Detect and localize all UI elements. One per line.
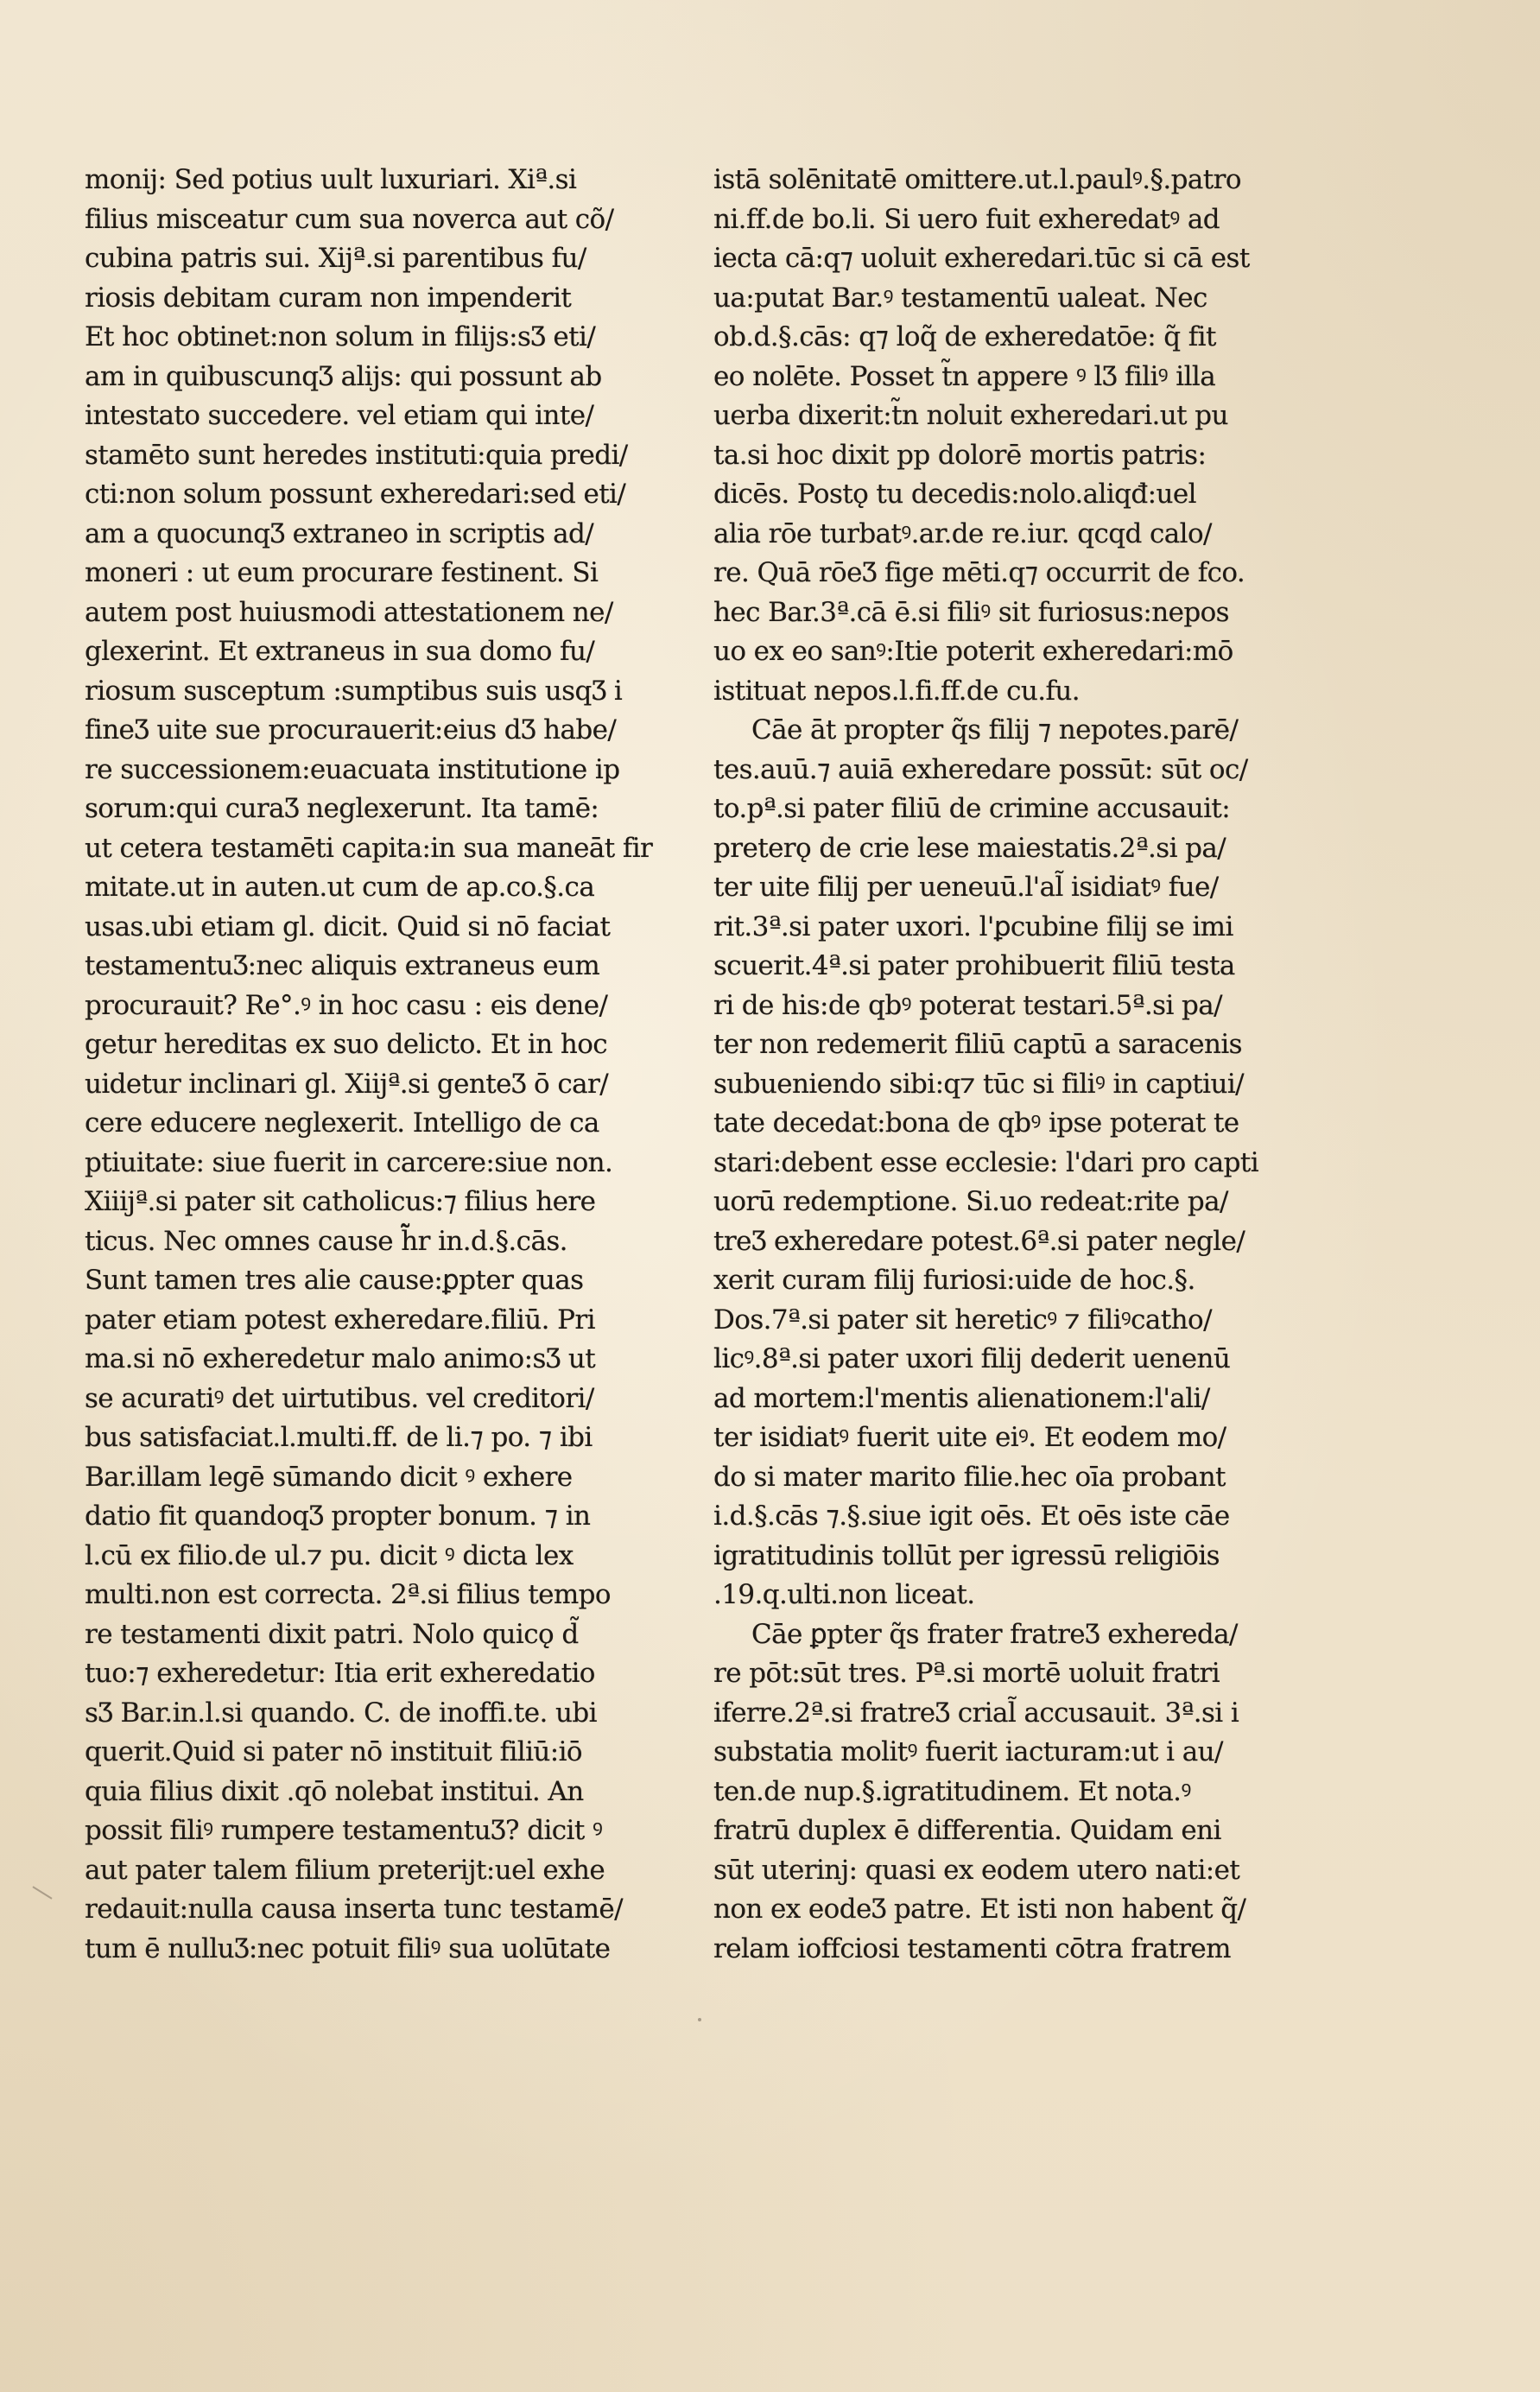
text-line: cere educere neglexerit. Intelligo de ca bbox=[85, 1107, 599, 1139]
text-line: treƷ exheredare potest.6ª.si pater negle/ bbox=[713, 1225, 1245, 1257]
text-line: multi.non est correcta. 2ª.si filius tempo bbox=[85, 1579, 611, 1610]
text-line: usas.ubi etiam gl. dicit. Quid si nō faciat bbox=[85, 910, 611, 942]
right-text-column bbox=[713, 161, 1318, 1969]
text-line: riosis debitam curam non impenderit bbox=[85, 282, 572, 314]
text-line: igratitudinis tollūt per igressū religiōis bbox=[713, 1539, 1220, 1571]
text-line: Dos.7ª.si pater sit hereticꝰ ⁊ filiꝰcatho/ bbox=[713, 1304, 1212, 1336]
text-line: substatia molitꝰ fuerit iacturam:ut i au/ bbox=[713, 1736, 1223, 1767]
text-line: rit.3ª.si pater uxori. l'ꝑcubine filij se imi bbox=[713, 910, 1233, 942]
text-line: intestato succedere. vel etiam qui inte/ bbox=[85, 400, 594, 431]
text-line: se acuratiꝰ det uirtutibus. vel creditori/ bbox=[85, 1382, 594, 1414]
text-line: preterǫ de crie lese maiestatis.2ª.si pa/ bbox=[713, 832, 1226, 864]
text-line: pater etiam potest exheredare.filiū. Pri bbox=[85, 1304, 595, 1336]
text-line: Xiiijª.si pater sit catholicus:⁊ filius here bbox=[85, 1186, 596, 1217]
text-line: cubina patris sui. Xijª.si parentibus fu/ bbox=[85, 243, 586, 274]
text-line: do si mater marito filie.hec oīa probant bbox=[713, 1461, 1226, 1493]
text-line: moneri : ut eum procurare festinent. Si bbox=[85, 557, 599, 588]
text-line: mitate.ut in auten.ut cum de ap.co.§.ca bbox=[85, 872, 595, 903]
text-line: istā solēnitatē omittere.ut.l.paulꝰ.§.patro bbox=[713, 164, 1241, 195]
text-line: tuo:⁊ exheredetur: Itia erit exheredatio bbox=[85, 1658, 595, 1689]
text-line: Cāe ꝑpter q̃s frater fratreƷ exhereda/ bbox=[751, 1618, 1238, 1650]
text-line: iecta cā:q⁊ uoluit exheredari.tūc si cā est bbox=[713, 243, 1250, 274]
text-line: ptiuitate: siue fuerit in carcere:siue non. bbox=[85, 1146, 613, 1178]
text-line: re successionem:euacuata institutione ip bbox=[85, 753, 620, 785]
text-line: re pōt:sūt tres. Pª.si mortē uoluit fratri bbox=[713, 1658, 1220, 1689]
text-line: iferre.2ª.si fratreƷ crial̃ accusauit. 3ª.si i bbox=[713, 1697, 1239, 1729]
text-line: riosum susceptum :sumptibus suis usqƷ i bbox=[85, 675, 623, 707]
text-line: am in quibuscunqƷ alijs: qui possunt ab bbox=[85, 360, 602, 392]
text-line: uerba dixerit:t̃n noluit exheredari.ut pu bbox=[713, 400, 1228, 431]
text-line: ad mortem:l'mentis alienationem:l'ali/ bbox=[713, 1382, 1210, 1414]
text-line: relam ioffciosi testamenti cōtra fratrem bbox=[713, 1932, 1231, 1964]
text-line: .19.q.ulti.non liceat. bbox=[713, 1579, 975, 1610]
text-line: Bar.illam legē sūmando dicit ꝰ exhere bbox=[85, 1461, 573, 1493]
left-text-column bbox=[85, 161, 689, 1969]
text-line: getur hereditas ex suo delicto. Et in hoc bbox=[85, 1029, 608, 1060]
text-line: uidetur inclinari gl. Xiijª.si genteƷ ō car/ bbox=[85, 1068, 609, 1100]
margin-mark bbox=[32, 1886, 52, 1899]
text-line: ma.si nō exheredetur malo animo:sƷ ut bbox=[85, 1343, 596, 1374]
text-line: am a quocunqƷ extraneo in scriptis ad/ bbox=[85, 517, 594, 549]
text-line: querit.Quid si pater nō instituit filiū:iō bbox=[85, 1736, 582, 1767]
text-line: re testamenti dixit patri. Nolo quicǫ d̃ bbox=[85, 1618, 579, 1650]
text-line: tes.auū.⁊ auiā exheredare possūt: sūt oc/ bbox=[713, 753, 1248, 785]
text-line: procurauit? Re°.ꝰ in hoc casu : eis dene/ bbox=[85, 989, 608, 1021]
text-line: ta.si hoc dixit pp dolorē mortis patris: bbox=[713, 439, 1207, 471]
text-line: i.d.§.cās ⁊.§.siue igit oēs. Et oēs iste cāe bbox=[713, 1501, 1230, 1532]
text-line: glexerint. Et extraneus in sua domo fu/ bbox=[85, 636, 595, 667]
text-line: uo ex eo sanꝰ:Itie poterit exheredari:mō bbox=[713, 636, 1233, 667]
text-line: cti:non solum possunt exheredari:sed eti/ bbox=[85, 479, 626, 510]
text-line: dicēs. Postǫ tu decedis:nolo.aliqđ:uel bbox=[713, 479, 1196, 510]
margin-dot bbox=[698, 2018, 701, 2021]
text-line: Sunt tamen tres alie cause:ꝑpter quas bbox=[85, 1265, 584, 1296]
text-line: ua:putat Bar.ꝰ testamentū ualeat. Nec bbox=[713, 282, 1207, 314]
text-line: xerit curam filij furiosi:uide de hoc.§. bbox=[713, 1265, 1195, 1296]
text-line: ut cetera testamēti capita:in sua maneāt fir bbox=[85, 832, 653, 864]
text-line: monij: Sed potius uult luxuriari. Xiª.si bbox=[85, 164, 577, 195]
text-line: filius misceatur cum sua noverca aut cõ/ bbox=[85, 203, 614, 235]
text-line: sorum:qui curaƷ neglexerunt. Ita tamē: bbox=[85, 793, 599, 824]
text-line: istituat nepos.l.fi.ff.de cu.fu. bbox=[713, 675, 1081, 707]
text-line: alia rōe turbatꝰ.ar.de re.iur. qcqd calo/ bbox=[713, 517, 1212, 549]
text-line: sūt uterinj: quasi ex eodem utero nati:et bbox=[713, 1854, 1240, 1886]
text-line: eo nolēte. Posset t̃n appere ꝰ lƷ filiꝰ illa bbox=[713, 360, 1216, 392]
text-line: ter uite filij per ueneuū.l'al̃ isidiatꝰ fue/ bbox=[713, 872, 1219, 903]
text-line: ri de his:de qbꝰ poterat testari.5ª.si pa/ bbox=[713, 989, 1223, 1021]
text-line: non ex eodeƷ patre. Et isti non habent q̃/ bbox=[713, 1894, 1246, 1925]
text-line: ob.d.§.cās: q⁊ loq̃ de exheredatōe: q̃ fit bbox=[713, 321, 1216, 352]
text-line: testamentuƷ:nec aliquis extraneus eum bbox=[85, 950, 600, 981]
text-line: aut pater talem filium preterijt:uel exhe bbox=[85, 1854, 605, 1886]
text-line: subueniendo sibi:q⁊ tūc si filiꝰ in captiui/ bbox=[713, 1068, 1244, 1100]
text-line: licꝰ.8ª.si pater uxori filij dederit uenenū bbox=[713, 1343, 1231, 1374]
text-line: possit filiꝰ rumpere testamentuƷ? dicit ꝰ bbox=[85, 1815, 603, 1846]
text-line: re. Quā rōeƷ fige mēti.q⁊ occurrit de fco. bbox=[713, 557, 1245, 588]
text-line: scuerit.4ª.si pater prohibuerit filiū testa bbox=[713, 950, 1235, 981]
text-line: ter isidiatꝰ fuerit uite eiꝰ. Et eodem mo/ bbox=[713, 1422, 1226, 1453]
text-line: quia filius dixit .qō nolebat institui. An bbox=[85, 1775, 584, 1807]
text-line: uorū redemptione. Si.uo redeat:rite pa/ bbox=[713, 1186, 1228, 1217]
text-line: tate decedat:bona de qbꝰ ipse poterat te bbox=[713, 1107, 1239, 1139]
text-line: l.cū ex filio.de ul.⁊ pu. dicit ꝰ dicta lex bbox=[85, 1539, 574, 1571]
text-line: tum ē nulluƷ:nec potuit filiꝰ sua uolūtate bbox=[85, 1932, 611, 1964]
text-line: ten.de nup.§.igratitudinem. Et nota.ꝰ bbox=[713, 1775, 1191, 1807]
text-line: hec Bar.3ª.cā ē.si filiꝰ sit furiosus:nepos bbox=[713, 596, 1229, 628]
text-line: fineƷ uite sue procurauerit:eius dƷ habe/ bbox=[85, 714, 617, 746]
text-line: bus satisfaciat.l.multi.ff. de li.⁊ po. ⁊ ibi bbox=[85, 1422, 593, 1453]
text-line: to.pª.si pater filiū de crimine accusauit: bbox=[713, 793, 1231, 824]
text-line: stamēto sunt heredes instituti:quia predi/ bbox=[85, 439, 628, 471]
text-line: redauit:nulla causa inserta tunc testamē/ bbox=[85, 1894, 624, 1925]
text-line: Cāe āt propter q̃s filij ⁊ nepotes.parē/ bbox=[751, 714, 1239, 746]
text-line: autem post huiusmodi attestationem ne/ bbox=[85, 596, 613, 628]
text-line: ter non redemerit filiū captū a saracenis bbox=[713, 1029, 1242, 1060]
text-line: stari:debent esse ecclesie: l'dari pro capti bbox=[713, 1146, 1259, 1178]
text-line: ni.ff.de bo.li. Si uero fuit exheredatꝰ ad bbox=[713, 203, 1220, 235]
text-line: sƷ Bar.in.l.si quando. C. de inoffi.te. ubi bbox=[85, 1697, 597, 1729]
text-line: datio fit quandoqƷ propter bonum. ⁊ in bbox=[85, 1501, 591, 1532]
text-line: ticus. Nec omnes cause h̃̃r in.d.§.cās. bbox=[85, 1225, 567, 1257]
text-line: Et hoc obtinet:non solum in filijs:sƷ eti/ bbox=[85, 321, 596, 352]
text-line: fratrū duplex ē differentia. Quidam eni bbox=[713, 1815, 1221, 1846]
